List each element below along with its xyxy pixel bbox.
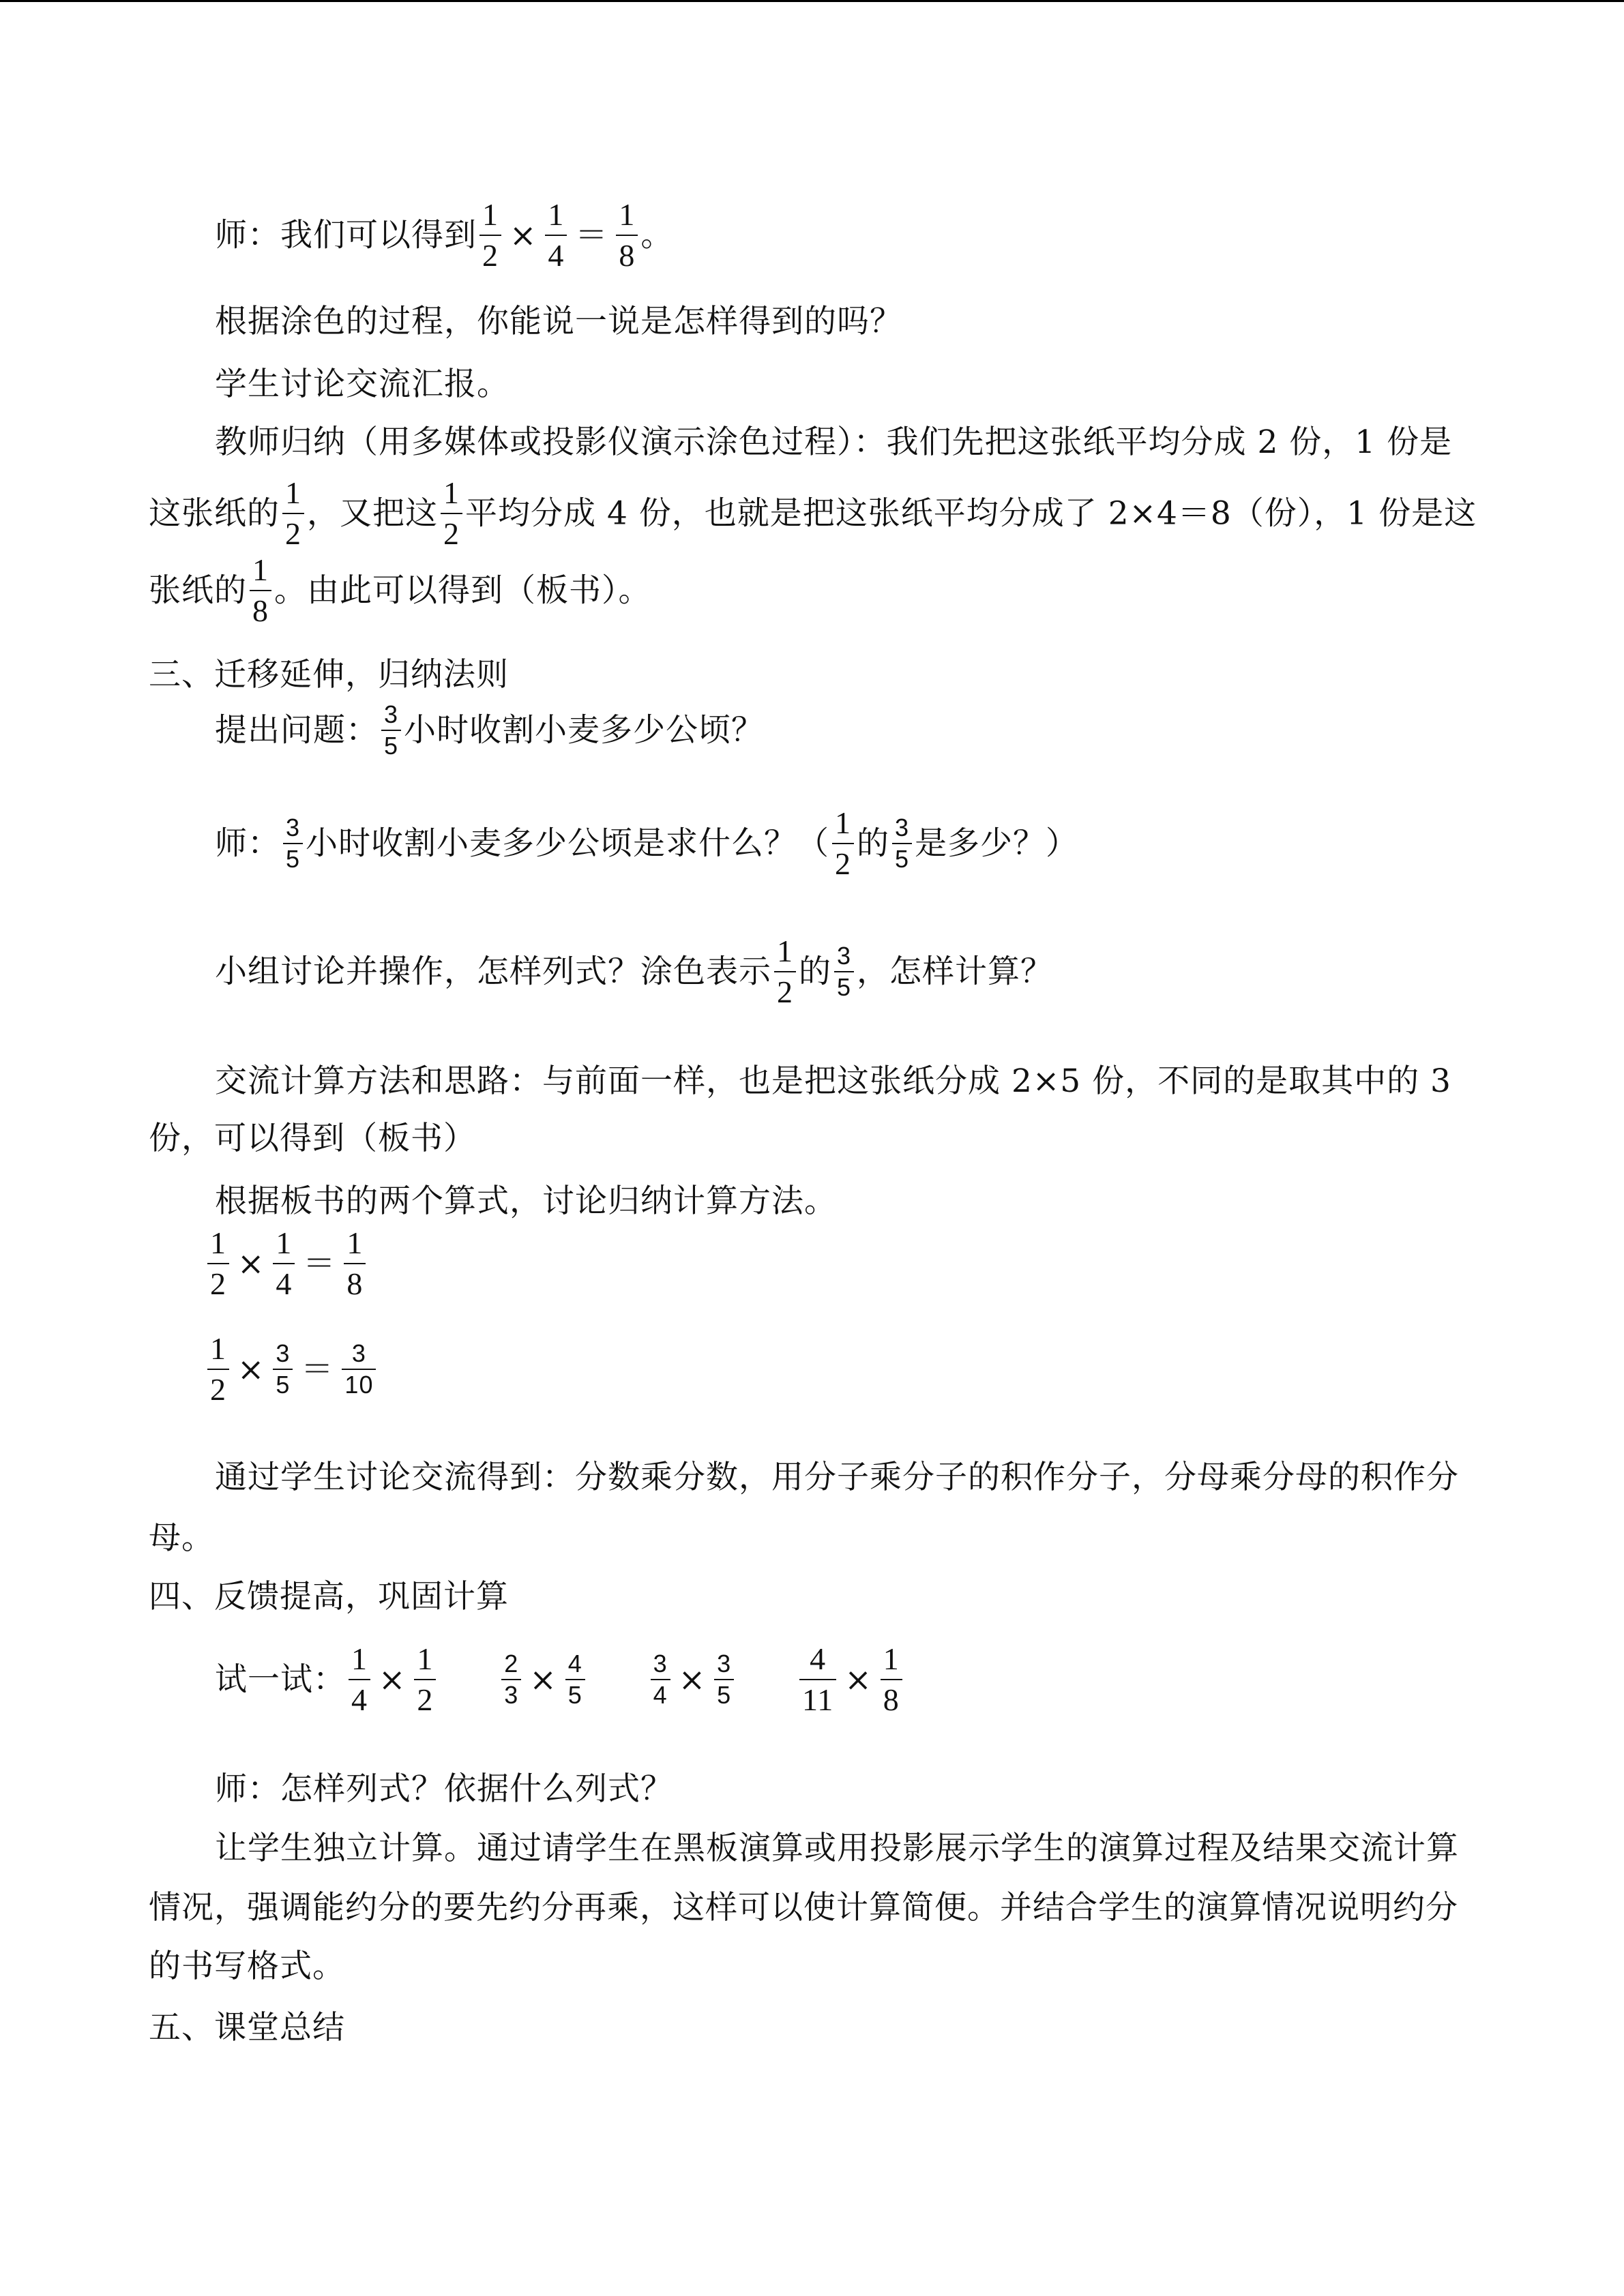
fraction: $\frac{1}{2}$ [441,477,462,550]
section-heading: 四、反馈提高，巩固计算 [149,1578,509,1615]
fraction: $\frac{1}{4}$ [545,199,567,271]
paragraph: 学生讨论交流汇报。 [215,366,510,403]
paragraph-line: 情况，强调能约分的要先约分再乘，这样可以使计算简便。并结合学生的演算情况说明约分 [149,1889,1458,1926]
fraction: $\frac{1}{2}$ [832,807,854,880]
fraction: $\frac{3}{5}$ [892,816,912,871]
fraction: $\frac{3}{5}$ [283,816,303,871]
paragraph-line: 份，可以得到（板书） [149,1120,476,1157]
paragraph-line: 让学生独立计算。通过请学生在黑板演算或用投影展示学生的演算过程及结果交流计算 [215,1830,1459,1867]
fraction: $\frac{3}{5}$ [273,1341,293,1397]
fraction: $\frac{3}{4}$ [651,1652,670,1708]
paragraph-line: 教师归纳（用多媒体或投影仪演示涂色过程）：我们先把这张纸平均分成 2 份，1 份是 [215,423,1453,461]
fraction: $\frac{4}{11}$ [799,1643,836,1716]
paragraph-line: 张纸的 $\frac{1}{8}$ 。由此可以得到（板书）。 [149,552,651,628]
equals-sign: ＝ [575,216,608,254]
equation-2 [205,1333,379,1405]
group-discussion-line: 小组讨论并操作，怎样列式？涂色表示 $\frac{1}{2}$ 的 $\frac{3}{5}$ ，怎样计算？ [215,934,1054,1009]
paragraph: 根据板书的两个算式，讨论归纳计算方法。 [215,1182,837,1220]
section-heading: 五、课堂总结 [149,2009,345,2046]
fraction: $\frac{1}{2}$ [207,1333,229,1405]
fraction: $\frac{1}{8}$ [344,1227,366,1300]
equals-sign: ＝ [303,1244,336,1283]
fraction: $\frac{1}{2}$ [479,199,501,271]
fraction: $\frac{3}{10}$ [342,1341,376,1397]
fraction: $\frac{3}{5}$ [714,1652,734,1708]
fraction: $\frac{1}{8}$ [250,554,271,627]
question-line: 提出问题： $\frac{3}{5}$ 小时收割小麦多少公顷？ [215,700,765,760]
paragraph-line: 通过学生讨论交流得到：分数乘分数，用分子乘分子的积作分子，分母乘分母的积作分 [215,1459,1459,1496]
times-sign: × [237,1350,265,1388]
paragraph-line: 这张纸的 $\frac{1}{2}$ ，又把这 $\frac{1}{2}$ 平均分成 4 份，也就是把这张纸平均分成了 2×4＝8（份），1 份是这 [149,475,1477,551]
paragraph-line: 交流计算方法和思路：与前面一样，也是把这张纸分成 2×5 份，不同的是取其中的 3 [215,1062,1451,1100]
fraction: $\frac{4}{5}$ [565,1652,585,1708]
text: 师：我们可以得到 [215,216,477,254]
section-heading: 三、迁移延伸，归纳法则 [149,656,509,694]
fraction: $\frac{1}{4}$ [273,1227,295,1300]
fraction: $\frac{1}{4}$ [349,1643,370,1716]
equals-sign: ＝ [301,1350,334,1388]
try-it-exercises: 试一试： $\frac{1}{4}$ × $\frac{1}{2}$ $\frac{2}{3}$ × $\frac{4}{5}$ $\frac{3}{4}$ × $\frac{3}{5}$ $\frac{4}{11}$ × $\frac{1}{8}$ [215,1643,905,1716]
fraction: $\frac{1}{8}$ [616,199,638,271]
text: 。 [640,216,674,254]
teacher-formula-line [215,199,673,271]
fraction: $\frac{2}{3}$ [501,1652,521,1708]
paragraph-line: 的书写格式。 [149,1948,345,1985]
fraction: $\frac{1}{2}$ [282,477,304,550]
paragraph: 根据涂色的过程，你能说一说是怎样得到的吗？ [215,303,902,340]
fraction: $\frac{3}{5}$ [381,702,401,758]
fraction: $\frac{3}{5}$ [834,944,854,1000]
fraction: $\frac{1}{2}$ [207,1227,229,1300]
paragraph-line: 母。 [149,1519,214,1557]
page-top-border [0,0,1624,2]
times-sign: × [510,216,537,254]
times-sign: × [237,1244,265,1283]
fraction: $\frac{1}{2}$ [414,1643,436,1716]
fraction: $\frac{1}{2}$ [774,936,796,1008]
fraction: $\frac{1}{8}$ [881,1643,902,1716]
teacher-question-line: 师： $\frac{3}{5}$ 小时收割小麦多少公顷是求什么？（ $\frac{1}{2}$ 的 $\frac{3}{5}$ 是多少？） [215,805,1079,881]
paragraph: 师：怎样列式？依据什么列式？ [215,1770,673,1808]
equation-1 [205,1227,368,1300]
